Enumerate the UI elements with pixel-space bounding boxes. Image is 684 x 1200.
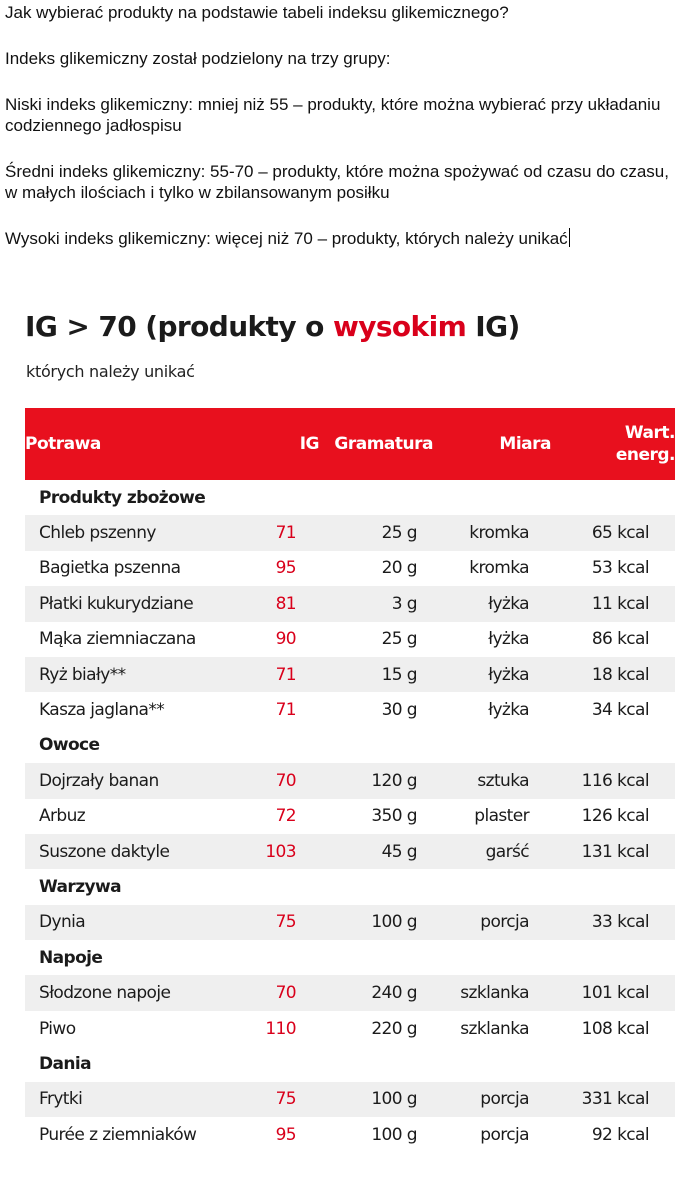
table-row <box>25 975 675 1010</box>
cell-energy: 116 kcal <box>551 763 675 798</box>
table-body <box>25 480 675 1152</box>
table-header-row <box>25 408 675 480</box>
table-row <box>25 622 675 657</box>
category-row <box>25 1046 675 1081</box>
cell-name: Ryż biały** <box>25 657 247 692</box>
cell-miara: kromka <box>469 558 529 579</box>
cell-energy: 86 kcal <box>591 629 649 650</box>
cell-ig: 71 <box>247 515 319 550</box>
header-energy-line1: Wart. <box>624 423 675 443</box>
cell-gram: 15 g <box>319 657 433 692</box>
cell-name: Kasza jaglana** <box>39 700 165 721</box>
header-energy <box>551 408 675 480</box>
cell-ig: 71 <box>275 700 296 721</box>
table-row <box>25 1011 675 1046</box>
cell-name: Suszone daktyle <box>25 834 247 869</box>
category-label: Produkty zbożowe <box>39 487 206 508</box>
cell-energy: 131 kcal <box>551 834 675 869</box>
cell-gram: 220 g <box>371 1018 417 1039</box>
cell-miara: garść <box>433 834 551 869</box>
intro-text <box>5 2 681 249</box>
cell-gram: 100 g <box>319 905 433 940</box>
category-label: Warzywa <box>39 876 121 897</box>
cell-ig: 70 <box>247 975 319 1010</box>
cell-name: Mąka ziemniaczana <box>39 629 196 650</box>
category-row <box>25 480 675 515</box>
cell-energy: 126 kcal <box>581 806 649 827</box>
cell-energy: 92 kcal <box>591 1124 649 1145</box>
cell-ig: 81 <box>247 586 319 621</box>
title-highlight: wysokim <box>332 310 467 343</box>
glycemic-table <box>25 408 675 1152</box>
table-row <box>25 799 675 834</box>
cell-ig: 71 <box>247 657 319 692</box>
cell-ig: 70 <box>247 763 319 798</box>
intro-medium: Średni indeks glikemiczny: 55-70 – produkty, które można spożywać od czasu do czasu, w małych ilościach i tylko w zbilansowanym posiłku <box>5 162 669 202</box>
title-prefix: IG > 70 (produkty o <box>25 310 333 343</box>
cell-energy: 11 kcal <box>551 586 675 621</box>
cell-ig: 103 <box>247 834 319 869</box>
cell-miara: porcja <box>433 1082 551 1117</box>
cell-energy: 33 kcal <box>551 905 675 940</box>
cell-energy: 53 kcal <box>591 558 649 579</box>
cell-gram: 45 g <box>319 834 433 869</box>
table-row <box>25 657 675 692</box>
cell-ig: 90 <box>275 629 296 650</box>
cell-name: Purée z ziemniaków <box>39 1124 197 1145</box>
cell-miara: łyżka <box>433 657 551 692</box>
text-cursor <box>569 228 570 247</box>
cell-name: Płatki kukurydziane <box>25 586 247 621</box>
cell-name: Arbuz <box>39 806 86 827</box>
cell-gram: 20 g <box>381 558 417 579</box>
cell-miara: łyżka <box>488 629 529 650</box>
intro-question: Jak wybierać produkty na podstawie tabeli indeksu glikemicznego? <box>5 3 509 22</box>
intro-high-wrap <box>5 228 681 249</box>
category-label: Napoje <box>39 947 103 968</box>
cell-name: Słodzone napoje <box>25 975 247 1010</box>
cell-ig: 75 <box>247 1082 319 1117</box>
cell-miara: porcja <box>480 1124 529 1145</box>
cell-gram: 3 g <box>319 586 433 621</box>
category-label: Dania <box>39 1053 91 1074</box>
cell-energy: 101 kcal <box>551 975 675 1010</box>
category-row <box>25 940 675 975</box>
cell-gram: 100 g <box>319 1082 433 1117</box>
figure-title <box>25 310 520 344</box>
cell-miara: plaster <box>474 806 529 827</box>
cell-miara: sztuka <box>433 763 551 798</box>
header-ig: IG <box>299 434 319 454</box>
intro-high: Wysoki indeks glikemiczny: więcej niż 70 – produkty, których należy unikać <box>5 229 568 248</box>
cell-energy: 108 kcal <box>581 1018 649 1039</box>
figure-subtitle: których należy unikać <box>26 362 195 381</box>
cell-name: Bagietka pszenna <box>39 558 181 579</box>
cell-name: Chleb pszenny <box>25 515 247 550</box>
cell-miara: szklanka <box>433 975 551 1010</box>
title-suffix: IG) <box>466 310 520 343</box>
cell-name: Dojrzały banan <box>25 763 247 798</box>
cell-ig: 75 <box>247 905 319 940</box>
cell-energy: 331 kcal <box>551 1082 675 1117</box>
category-row <box>25 869 675 904</box>
header-gram: Gramatura <box>334 434 433 454</box>
table-row <box>25 1082 675 1117</box>
category-label: Owoce <box>39 735 100 756</box>
table-row <box>25 586 675 621</box>
category-row <box>25 728 675 763</box>
cell-energy: 18 kcal <box>551 657 675 692</box>
cell-gram: 120 g <box>319 763 433 798</box>
cell-miara: szklanka <box>460 1018 529 1039</box>
cell-ig: 95 <box>275 1124 296 1145</box>
cell-name: Dynia <box>25 905 247 940</box>
cell-ig: 110 <box>265 1018 296 1039</box>
cell-miara: kromka <box>433 515 551 550</box>
table-row <box>25 763 675 798</box>
table-row <box>25 515 675 550</box>
cell-miara: porcja <box>433 905 551 940</box>
cell-name: Piwo <box>39 1018 76 1039</box>
intro-low: Niski indeks glikemiczny: mniej niż 55 – produkty, które można wybierać przy układaniu codziennego jadłospisu <box>5 95 661 135</box>
table-row <box>25 834 675 869</box>
cell-gram: 350 g <box>371 806 417 827</box>
cell-miara: łyżka <box>433 586 551 621</box>
intro-groups: Indeks glikemiczny został podzielony na trzy grupy: <box>5 49 391 68</box>
cell-ig: 95 <box>275 558 296 579</box>
cell-ig: 72 <box>275 806 296 827</box>
table-row <box>25 692 675 727</box>
table-row <box>25 1117 675 1152</box>
header-energy-line2: energ. <box>615 445 675 465</box>
header-miara: Miara <box>499 434 551 454</box>
header-name: Potrawa <box>25 434 101 454</box>
cell-name: Frytki <box>25 1082 247 1117</box>
table-row <box>25 905 675 940</box>
cell-gram: 240 g <box>319 975 433 1010</box>
cell-gram: 25 g <box>381 629 417 650</box>
cell-gram: 30 g <box>381 700 417 721</box>
cell-gram: 100 g <box>371 1124 417 1145</box>
table-row <box>25 551 675 586</box>
cell-energy: 34 kcal <box>591 700 649 721</box>
cell-miara: łyżka <box>488 700 529 721</box>
cell-energy: 65 kcal <box>551 515 675 550</box>
cell-gram: 25 g <box>319 515 433 550</box>
